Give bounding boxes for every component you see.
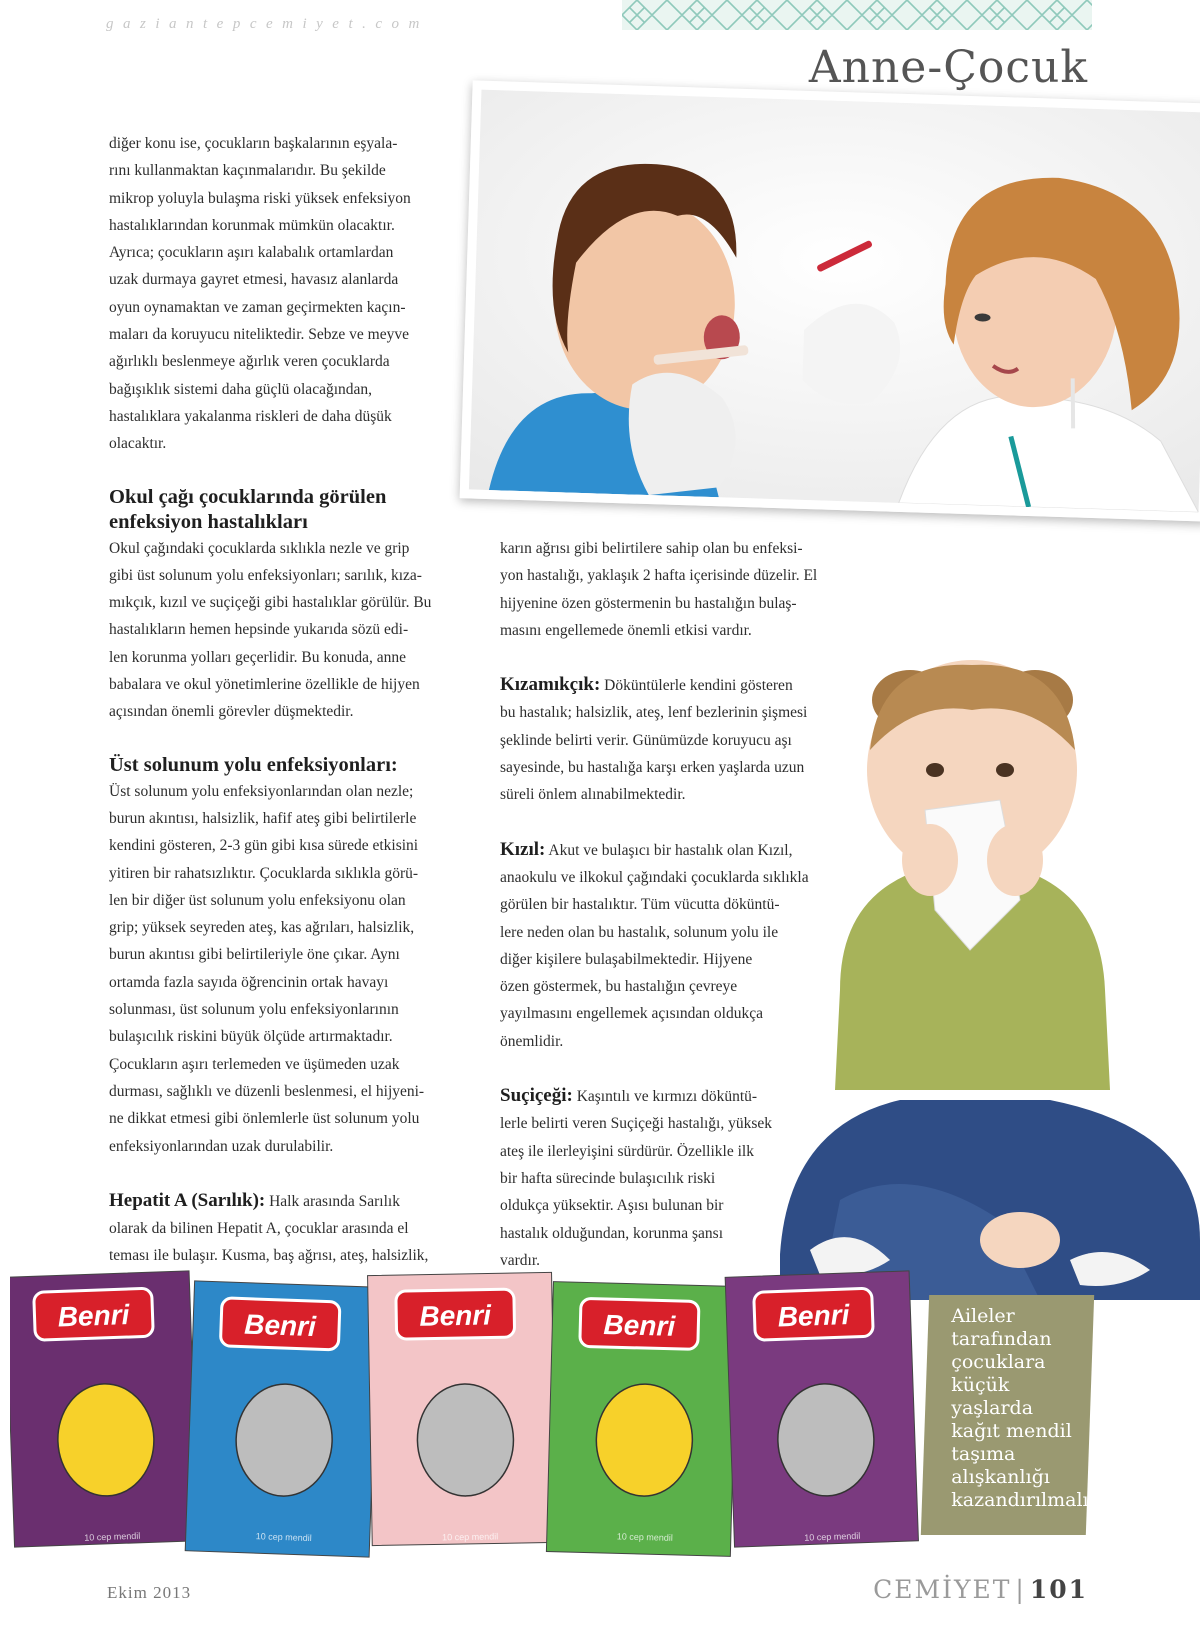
heading-school-age-infections: Okul çağı çocuklarında görülen	[109, 485, 387, 508]
para-line: görülen bir hastalıktır. Tüm vücutta döküntü-	[500, 896, 780, 914]
photo-tissue-packs	[10, 1270, 930, 1560]
para-line: yayılmasını engellemek açısından oldukça	[500, 1005, 763, 1023]
para-line: karın ağrısı gibi belirtilere sahip olan bu enfeksi-	[500, 540, 803, 557]
pattern-tile-icon	[622, 0, 1092, 30]
caption-line: alışkanlığı	[951, 1466, 1050, 1488]
para-line: Çocukların aşırı terlemeden ve üşümeden uzak	[109, 1055, 400, 1073]
article-column-middle	[500, 535, 850, 1274]
intro-line: maları da koruyucu niteliktedir. Sebze ve meyve	[109, 326, 409, 344]
article-column-left	[109, 130, 469, 1270]
tissue-pack-icon	[368, 1272, 557, 1545]
para-line: len korunma yolları geçerlidir. Bu konuda, anne	[109, 648, 406, 666]
para-line: hijyenine özen göstermenin bu hastalığın bulaş-	[500, 594, 797, 612]
pack-label-text: 10 cep mendil	[804, 1530, 861, 1543]
footer-brand	[873, 1575, 1088, 1604]
brand-logo-text: Benri	[777, 1298, 850, 1333]
para-line: diğer kişilere bulaşabilmektedir. Hijyene	[500, 950, 753, 968]
brand-logo-text: Benri	[243, 1308, 317, 1343]
para-line: mıkçık, kızıl ve suçiçeği gibi hastalıklar görülür. Bu	[109, 594, 432, 612]
caption-line: kağıt mendil	[951, 1420, 1072, 1442]
caption-line: küçük yaşlarda	[951, 1374, 1034, 1419]
para-line: Üst solunum yolu enfeksiyonlarından olan nezle;	[109, 782, 414, 800]
intro-line: uzak durmaya gayret etmesi, havasız alanlarda	[109, 271, 399, 289]
magazine-name: CEMİYET	[873, 1575, 1012, 1604]
caption-line: tarafından	[951, 1328, 1052, 1350]
tissue-pack-icon	[725, 1271, 918, 1547]
intro-line: olacaktır.	[109, 435, 167, 453]
kizamikcik-lead: Kızamıkçık:	[500, 674, 601, 696]
doctor-child-illustration	[469, 90, 1200, 513]
para-line: vardır.	[500, 1251, 541, 1269]
footer-date: Ekim 2013	[107, 1583, 192, 1602]
brand-logo-text: Benri	[419, 1299, 492, 1332]
para-line: lere neden olan bu hastalık, solunum yolu ile	[500, 923, 779, 941]
para-line: hastalık olduğundan, korunma şansı	[500, 1224, 723, 1242]
kizamikcik-text: Döküntülerle kendini gösteren	[600, 677, 793, 695]
tissue-pack-icon	[546, 1282, 737, 1557]
para-line: sayesinde, bu hastalığa karşı erken yaşlarda uzun	[500, 759, 805, 777]
brand-logo-text: Benri	[57, 1298, 130, 1333]
page-number: 101	[1029, 1575, 1088, 1604]
decorative-pattern-band	[622, 0, 1092, 30]
caption-line: taşıma	[951, 1443, 1016, 1465]
pack-label-text: 10 cep mendil	[255, 1531, 312, 1544]
kizil-lead: Kızıl:	[500, 838, 546, 860]
caption-text	[951, 1305, 1101, 1512]
para-line: anaokulu ve ilkokul çağındaki çocuklarda sıklıkla	[500, 868, 809, 886]
para-line: Okul çağındaki çocuklarda sıklıkla nezle ve grip	[109, 539, 410, 557]
caption-line: kazandırılmalı..	[951, 1489, 1101, 1511]
brand-logo-text: Benri	[603, 1308, 676, 1342]
intro-line: ağırlıklı beslenmeye ağırlık veren çocuklarda	[109, 353, 390, 371]
intro-line: hastalıklarından korunmak mümkün olacaktır.	[109, 216, 395, 234]
hepatit-a-lead: Hepatit A (Sarılık):	[109, 1189, 266, 1211]
hepatit-line: olarak da bilinen Hepatit A, çocuklar arasında el	[109, 1220, 409, 1238]
sucicegi-lead: Suçiçeği:	[500, 1085, 573, 1107]
kizil-text: Akut ve bulaşıcı bir hastalık olan Kızıl,	[545, 841, 793, 859]
para-line: şeklinde belirti verir. Günümüzde koruyucu aşı	[500, 731, 792, 749]
intro-line: Ayrıca; çocukların aşırı kalabalık ortamlardan	[109, 244, 394, 262]
pack-label-text: 10 cep mendil	[442, 1531, 499, 1543]
para-line: babalara ve okul yönetimlerine özellikle de hijyen	[109, 676, 420, 694]
photo-doctor-examining-child	[460, 80, 1200, 521]
intro-line: bağışıklık sistemi daha güçlü olacağından,	[109, 380, 373, 398]
para-line: grip; yüksek seyreden ateş, kas ağrıları, halsizlik,	[109, 919, 415, 937]
para-line: ortamda fazla sayıda öğrencinin ortak havayı	[109, 973, 389, 991]
para-line: durması, sağlıklı ve düzenli beslenmesi, el hijyeni-	[109, 1082, 425, 1100]
kizil-line	[500, 836, 850, 864]
para-line: bu hastalık; halsizlik, ateş, lenf bezlerinin şişmesi	[500, 704, 808, 722]
para-line: açısından önemli görevler düşmektedir.	[109, 703, 354, 721]
site-url: gaziantepcemiyet.com	[106, 16, 429, 32]
tissue-pack-icon	[10, 1271, 198, 1547]
para-line: önemlidir.	[500, 1032, 564, 1050]
heading-upper-respiratory: Üst solunum yolu enfeksiyonları:	[109, 753, 398, 776]
para-line: kendini gösteren, 2-3 gün gibi kısa sürede etkisini	[109, 837, 419, 855]
para-line: burun akıntısı, halsizlik, hafif ateş gibi belirtilerle	[109, 809, 417, 827]
para-line: burun akıntısı gibi belirtileriyle öne çıkar. Aynı	[109, 946, 400, 964]
intro-line: rını kullanmaktan kaçınmalarıdır. Bu şekilde	[109, 162, 386, 180]
para-line: masını engellemede önemli etkisi vardır.	[500, 621, 752, 639]
sucicegi-text: Kaşıntılı ve kırmızı döküntü-	[572, 1088, 758, 1106]
para-line: ne dikkat etmesi gibi önlemlerle üst solunum yolu	[109, 1110, 420, 1128]
intro-line: oyun oynamaktan ve zaman geçirmekten kaçın-	[109, 298, 406, 316]
hepatit-line	[109, 1187, 469, 1215]
para-line: süreli önlem alınabilmektedir.	[500, 786, 686, 804]
tissue-pack-icon	[185, 1281, 378, 1557]
para-line: enfeksiyonlarından uzak durulabilir.	[109, 1137, 334, 1155]
caption-box	[921, 1295, 1101, 1535]
para-line: yitiren bir rahatsızlıktır. Çocuklarda sıklıkla görü-	[109, 864, 419, 882]
para-line: oldukça yüksektir. Aşısı bulunan bir	[500, 1197, 724, 1215]
kizamikcik-line	[500, 671, 850, 699]
heading-school-age-infections: enfeksiyon hastalıkları	[109, 510, 308, 533]
para-line: özen göstermek, bu hastalığın çevreye	[500, 978, 738, 996]
intro-line: mikrop yoluyla bulaşma riski yüksek enfeksiyon	[109, 189, 411, 207]
para-line: len bir diğer üst solunum yolu enfeksiyonu olan	[109, 891, 406, 909]
section-title: Anne-Çocuk	[808, 42, 1088, 93]
hepatit-line: teması ile bulaşır. Kusma, baş ağrısı, ateş, halsizlik,	[109, 1247, 429, 1265]
caption-line: çocuklara	[951, 1351, 1046, 1373]
caption-line: Aileler	[951, 1305, 1015, 1327]
hepatit-text: Halk arasında Sarılık	[265, 1192, 400, 1210]
para-line: lerle belirti veren Suçiçeği hastalığı, yüksek	[500, 1115, 773, 1133]
para-line: bulaşıcılık riskini büyük ölçüde artırmaktadır.	[109, 1028, 393, 1046]
para-line: bir hafta sürecinde bulaşıcılık riski	[500, 1169, 716, 1187]
para-line: solunması, üst solunum yolu enfeksiyonlarının	[109, 1001, 399, 1019]
tissue-packs-illustration	[10, 1270, 930, 1560]
para-line: gibi üst solunum yolu enfeksiyonları; sarılık, kıza-	[109, 566, 422, 584]
para-line: ateş ile ilerleyişini sürdürür. Özellikle ilk	[500, 1142, 754, 1160]
intro-line: hastalıklara yakalanma riskleri de daha düşük	[109, 407, 392, 425]
pack-label-text: 10 cep mendil	[84, 1530, 141, 1543]
pack-label-text: 10 cep mendil	[616, 1531, 673, 1543]
para-line: yon hastalığı, yaklaşık 2 hafta içerisinde düzelir. El	[500, 567, 818, 585]
sucicegi-line	[500, 1082, 850, 1110]
intro-line: diğer konu ise, çocukların başkalarının eşyala-	[109, 135, 398, 152]
para-line: hastalıkların hemen hepsinde yukarıda sözü edi-	[109, 621, 409, 639]
footer-separator: |	[1015, 1575, 1026, 1604]
